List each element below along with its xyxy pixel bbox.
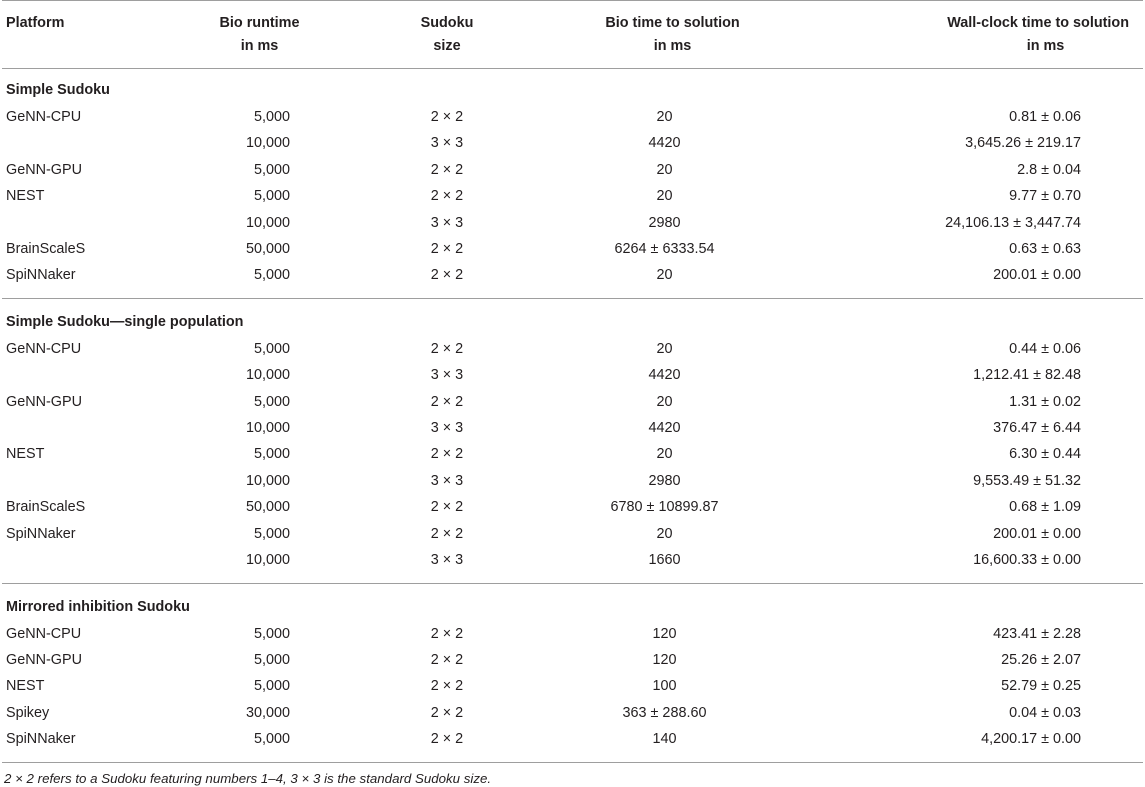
cell-bio-time: 6780 ± 10899.87 (610, 499, 719, 516)
cell-wall-clock-time: 25.26 ± 2.07 (1001, 651, 1081, 668)
cell-platform: GeNN-CPU (6, 625, 82, 642)
table-row (2, 700, 1143, 726)
section-title: Simple Sudoku (6, 82, 110, 98)
header-bio-time-line1: Bio time to solution (547, 1, 798, 36)
cell-wall-clock-time: 1.31 ± 0.02 (1009, 393, 1081, 410)
cell-bio-time: 20 (547, 262, 798, 298)
cell-platform: SpiNNaker (6, 525, 76, 542)
cell-bio-runtime: 5,000 (253, 651, 290, 668)
cell-bio-time: 4420 (648, 420, 681, 437)
cell-platform: SpiNNaker (2, 726, 172, 762)
cell-wall-clock-time: 9.77 ± 0.70 (1009, 188, 1081, 205)
cell-wall-clock-time: 9,553.49 ± 51.32 (973, 472, 1081, 489)
table-header (2, 1, 1143, 69)
cell-bio-runtime: 5,000 (253, 109, 290, 125)
cell-bio-runtime: 5,000 (253, 188, 290, 205)
cell-bio-runtime: 10,000 (245, 472, 290, 489)
cell-sudoku-size: 2 × 2 (347, 726, 547, 762)
cell-platform (2, 415, 172, 441)
cell-bio-time: 20 (656, 446, 673, 463)
cell-wall-clock-time: 3,645.26 ± 219.17 (965, 135, 1081, 152)
cell-bio-time: 4420 (648, 135, 681, 152)
cell-sudoku-size: 2 × 2 (430, 499, 464, 516)
cell-platform (2, 468, 172, 494)
cell-bio-time: 1660 (547, 547, 798, 583)
cell-sudoku-size: 2 × 2 (430, 446, 464, 463)
results-table (2, 0, 1143, 763)
table-footnote: 2 × 2 refers to a Sudoku featuring numbers 1–4, 3 × 3 is the standard Sudoku size. (4, 770, 492, 786)
cell-bio-time: 20 (656, 340, 673, 357)
cell-bio-runtime: 5,000 (253, 625, 290, 642)
cell-sudoku-size: 3 × 3 (347, 547, 547, 583)
cell-wall-clock-time: 0.63 ± 0.63 (1009, 241, 1081, 258)
cell-sudoku-size: 2 × 2 (430, 625, 464, 642)
cell-sudoku-size: 2 × 2 (430, 678, 464, 695)
cell-bio-runtime: 10,000 (172, 547, 347, 583)
cell-bio-time: 363 ± 288.60 (622, 704, 707, 721)
cell-platform: Spikey (6, 704, 50, 721)
table-row (2, 104, 1143, 130)
cell-sudoku-size: 2 × 2 (430, 161, 464, 178)
cell-wall-clock-time: 423.41 ± 2.28 (993, 625, 1081, 642)
cell-bio-runtime: 5,000 (253, 525, 290, 542)
table-row (2, 389, 1143, 415)
cell-sudoku-size: 2 × 2 (430, 393, 464, 410)
cell-bio-time: 2980 (648, 472, 681, 489)
cell-sudoku-size: 2 × 2 (347, 262, 547, 298)
cell-bio-time: 6264 ± 6333.54 (614, 241, 715, 258)
table-row (2, 441, 1143, 467)
cell-sudoku-size: 2 × 2 (430, 525, 464, 542)
table-row (2, 494, 1143, 520)
cell-sudoku-size: 2 × 2 (430, 109, 464, 125)
cell-sudoku-size: 2 × 2 (430, 241, 464, 258)
cell-bio-runtime: 5,000 (253, 446, 290, 463)
cell-bio-time: 2980 (648, 214, 681, 231)
cell-bio-time: 20 (656, 393, 673, 410)
cell-bio-runtime: 10,000 (245, 214, 290, 231)
cell-platform: GeNN-CPU (6, 340, 82, 357)
header-platform: Platform (2, 1, 172, 36)
cell-bio-time: 4420 (648, 367, 681, 384)
cell-bio-time: 20 (656, 109, 673, 125)
cell-platform: GeNN-GPU (6, 161, 82, 178)
table-row (2, 726, 1143, 762)
cell-sudoku-size: 3 × 3 (430, 420, 464, 437)
section-header-row (2, 298, 1143, 336)
header-bio-time-line2: in ms (547, 35, 798, 69)
header-wall-clock-line1: Wall-clock time to solution (798, 1, 1143, 36)
cell-wall-clock-time: 0.68 ± 1.09 (1009, 499, 1081, 516)
cell-sudoku-size: 3 × 3 (430, 367, 464, 384)
cell-wall-clock-time: 24,106.13 ± 3,447.74 (945, 214, 1081, 231)
table-row (2, 336, 1143, 362)
cell-platform: NEST (6, 446, 45, 463)
cell-platform: BrainScaleS (6, 499, 86, 516)
table-row (2, 130, 1143, 156)
table-row (2, 621, 1143, 647)
table-row (2, 183, 1143, 209)
header-sudoku-size-line1: Sudoku (347, 1, 547, 36)
section-title: Mirrored inhibition Sudoku (6, 598, 190, 615)
header-wall-clock-line2: in ms (798, 35, 1143, 69)
cell-wall-clock-time: 1,212.41 ± 82.48 (973, 367, 1081, 384)
cell-bio-time: 120 (652, 625, 677, 642)
cell-platform (2, 362, 172, 388)
cell-sudoku-size: 3 × 3 (430, 214, 464, 231)
cell-bio-runtime: 30,000 (245, 704, 290, 721)
table-row (2, 521, 1143, 547)
cell-wall-clock-time: 0.81 ± 0.06 (1009, 109, 1081, 125)
cell-bio-runtime: 50,000 (245, 241, 290, 258)
table-row (2, 468, 1143, 494)
cell-platform (2, 210, 172, 236)
cell-bio-runtime: 5,000 (253, 161, 290, 178)
section-header-row (2, 69, 1143, 105)
cell-platform: BrainScaleS (6, 241, 86, 258)
table-row (2, 210, 1143, 236)
cell-sudoku-size: 3 × 3 (430, 135, 464, 152)
cell-bio-runtime: 10,000 (245, 420, 290, 437)
cell-bio-runtime: 5,000 (172, 262, 347, 298)
cell-platform: NEST (6, 188, 45, 205)
cell-platform: NEST (6, 678, 45, 695)
cell-wall-clock-time: 16,600.33 ± 0.00 (798, 547, 1143, 583)
cell-bio-runtime: 10,000 (245, 135, 290, 152)
cell-sudoku-size: 2 × 2 (430, 651, 464, 668)
cell-bio-time: 140 (547, 726, 798, 762)
cell-platform: GeNN-GPU (6, 393, 82, 410)
table-row (2, 157, 1143, 183)
cell-bio-runtime: 5,000 (253, 678, 290, 695)
header-sudoku-size-line2: size (347, 35, 547, 69)
cell-platform: GeNN-GPU (6, 651, 82, 668)
table-row (2, 415, 1143, 441)
cell-wall-clock-time: 200.01 ± 0.00 (993, 525, 1081, 542)
table-row (2, 647, 1143, 673)
table-row (2, 547, 1143, 583)
cell-sudoku-size: 2 × 2 (430, 340, 464, 357)
cell-bio-time: 20 (656, 188, 673, 205)
cell-wall-clock-time: 200.01 ± 0.00 (798, 262, 1143, 298)
cell-bio-time: 20 (656, 161, 673, 178)
cell-wall-clock-time: 0.04 ± 0.03 (1009, 704, 1081, 721)
cell-wall-clock-time: 52.79 ± 0.25 (1001, 678, 1081, 695)
cell-bio-runtime: 50,000 (245, 499, 290, 516)
cell-sudoku-size: 2 × 2 (430, 704, 464, 721)
cell-wall-clock-time: 0.44 ± 0.06 (1009, 340, 1081, 357)
cell-platform (2, 130, 172, 156)
section-header-row (2, 583, 1143, 621)
table-row (2, 673, 1143, 699)
header-bio-runtime-line1: Bio runtime (172, 1, 347, 36)
cell-bio-runtime: 5,000 (172, 726, 347, 762)
cell-bio-runtime: 5,000 (253, 340, 290, 357)
table-row (2, 362, 1143, 388)
cell-bio-runtime: 5,000 (253, 393, 290, 410)
section-title: Simple Sudoku—single population (6, 313, 244, 330)
cell-wall-clock-time: 2.8 ± 0.04 (1017, 161, 1081, 178)
cell-platform: GeNN-CPU (6, 109, 82, 125)
header-bio-runtime-line2: in ms (172, 35, 347, 69)
table-body (2, 69, 1143, 763)
cell-bio-runtime: 10,000 (245, 367, 290, 384)
cell-wall-clock-time: 6.30 ± 0.44 (1009, 446, 1081, 463)
cell-platform (2, 547, 172, 583)
cell-bio-time: 100 (652, 678, 677, 695)
cell-platform: SpiNNaker (2, 262, 172, 298)
cell-sudoku-size: 2 × 2 (430, 188, 464, 205)
cell-bio-time: 120 (652, 651, 677, 668)
cell-bio-time: 20 (656, 525, 673, 542)
cell-wall-clock-time: 4,200.17 ± 0.00 (798, 726, 1143, 762)
table-row (2, 236, 1143, 262)
cell-sudoku-size: 3 × 3 (430, 472, 464, 489)
cell-wall-clock-time: 376.47 ± 6.44 (993, 420, 1081, 437)
table-row (2, 262, 1143, 298)
